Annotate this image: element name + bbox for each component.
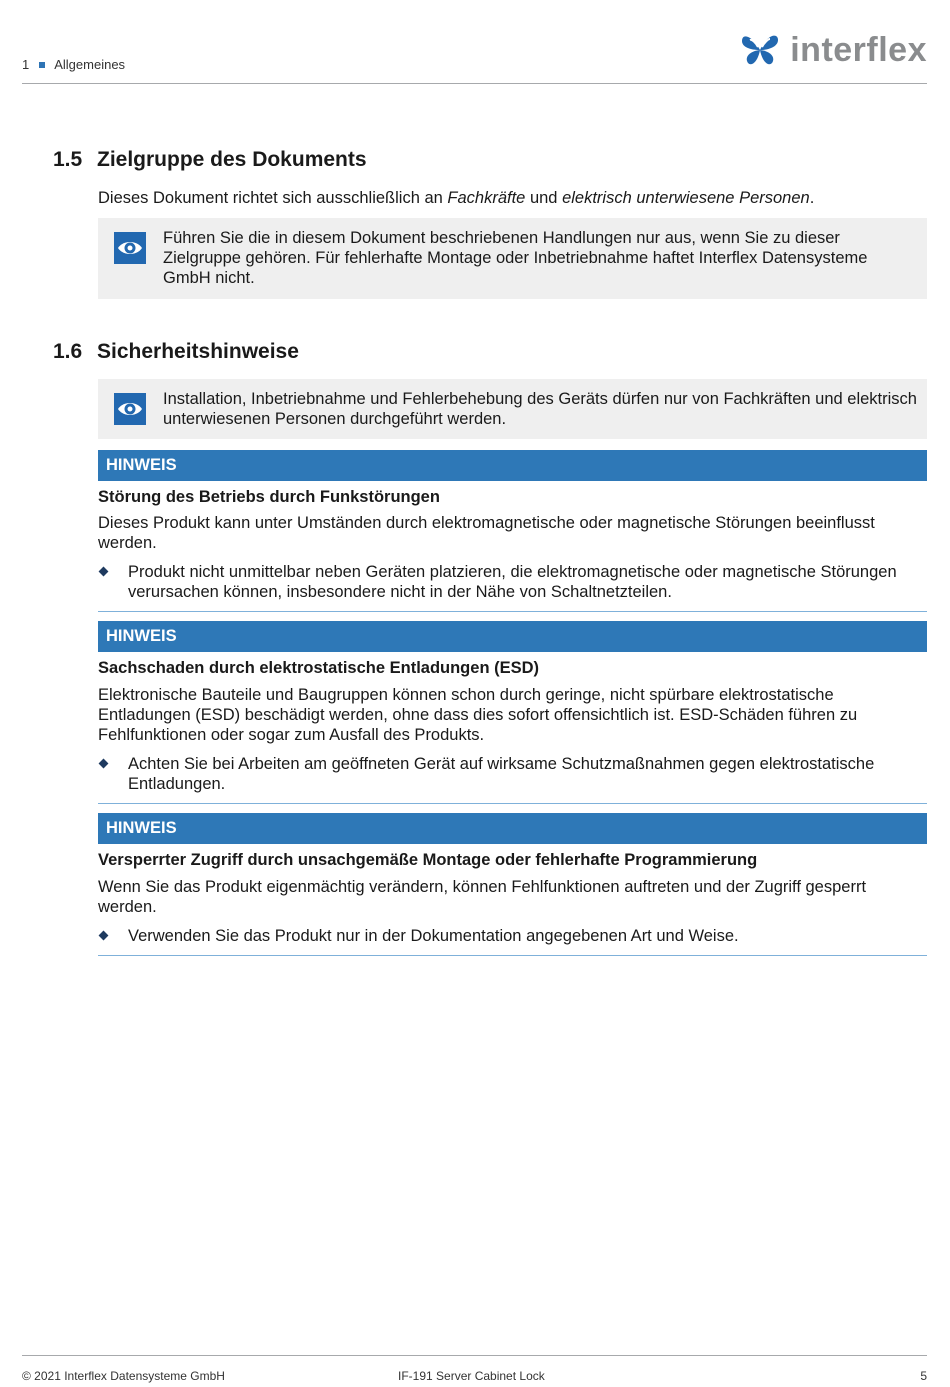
notice-text: Wenn Sie das Produkt eigenmächtig verändern, können Fehlfunktionen auftreten und der Zugriff gesperrt werden. xyxy=(98,878,867,916)
intro-emphasis-fachkraefte: Fachkräfte xyxy=(447,189,526,207)
section-number: 1.5 xyxy=(53,148,83,171)
info-text: Führen Sie die in diesem Dokument beschriebenen Handlungen nur aus, wenn Sie zu dieser Zielgruppe gehören. Für fehlerhafte Montage oder Inbetriebnahme haftet Interflex Datensysteme GmbH nicht. xyxy=(163,229,868,287)
square-bullet-icon xyxy=(39,62,45,68)
logo-wordmark: interflex xyxy=(790,30,927,69)
section-heading-1-5 xyxy=(53,148,367,172)
eye-icon xyxy=(114,393,146,425)
chapter-indicator xyxy=(22,57,125,72)
butterfly-logo-icon xyxy=(738,29,782,71)
notice-header xyxy=(98,813,927,844)
interflex-logo xyxy=(738,28,927,72)
intro-text: und xyxy=(525,189,563,207)
notice-label: HINWEIS xyxy=(106,456,177,474)
eye-icon xyxy=(114,232,146,264)
section-number: 1.6 xyxy=(53,340,83,363)
diamond-bullet-icon xyxy=(99,931,109,941)
chapter-title: Allgemeines xyxy=(54,57,126,72)
page-header xyxy=(22,28,927,84)
info-box xyxy=(98,218,927,299)
diamond-bullet-icon xyxy=(99,567,109,577)
section-title: Sicherheitshinweise xyxy=(97,340,299,363)
notice-title: Sachschaden durch elektrostatische Entladungen (ESD) xyxy=(98,659,540,677)
list-item-text: Achten Sie bei Arbeiten am geöffneten Gerät auf wirksame Schutzmaßnahmen gegen elektrostatische Entladungen. xyxy=(128,755,875,793)
list-item xyxy=(98,926,927,946)
list-item xyxy=(98,562,927,602)
notice-title: Störung des Betriebs durch Funkstörungen xyxy=(98,488,440,506)
section-heading-1-6 xyxy=(53,340,299,364)
page-footer xyxy=(22,1355,927,1383)
intro-emphasis-personen: elektrisch unterwiesene Personen xyxy=(562,189,810,207)
chapter-number: 1 xyxy=(22,57,30,72)
notice-label: HINWEIS xyxy=(106,627,177,645)
notice-header xyxy=(98,450,927,481)
notice-divider xyxy=(98,803,927,804)
notice-title: Versperrter Zugriff durch unsachgemäße Montage oder fehlerhafte Programmierung xyxy=(98,851,758,869)
notice-header xyxy=(98,621,927,652)
list-item xyxy=(98,754,927,794)
list-item-text: Verwenden Sie das Produkt nur in der Dokumentation angegebenen Art und Weise. xyxy=(128,927,739,945)
section-title: Zielgruppe des Dokuments xyxy=(97,148,367,171)
notice-text: Elektronische Bauteile und Baugruppen können schon durch geringe, nicht spürbare elektrostatische Entladungen (ESD) beschädigt werden, ohne dass dies sofort offensichtlich ist. ESD-Schäden führen zu Fehlfunktionen oder sogar zum Ausfall des Produkts. xyxy=(98,686,858,744)
notice-divider xyxy=(98,611,927,612)
notice-text: Dieses Produkt kann unter Umständen durch elektromagnetische oder magnetische Störungen beeinflusst werden. xyxy=(98,514,875,552)
footer-copyright: © 2021 Interflex Datensysteme GmbH xyxy=(22,1369,225,1383)
list-item-text: Produkt nicht unmittelbar neben Geräten platzieren, die elektromagnetische oder magnetische Störungen verursachen können, insbesondere nicht in der Nähe von Schaltnetzteilen. xyxy=(128,563,897,601)
notice-divider xyxy=(98,955,927,956)
notice-label: HINWEIS xyxy=(106,819,177,837)
intro-text: Dieses Dokument richtet sich ausschließlich an xyxy=(98,189,448,207)
info-box xyxy=(98,379,927,439)
diamond-bullet-icon xyxy=(99,759,109,769)
footer-product: IF-191 Server Cabinet Lock xyxy=(398,1369,545,1383)
info-text: Installation, Inbetriebnahme und Fehlerbehebung des Geräts dürfen nur von Fachkräften und elektrisch unterwiesenen Personen durchgeführt werden. xyxy=(163,390,917,428)
footer-page-number: 5 xyxy=(920,1369,927,1383)
intro-text: . xyxy=(809,189,815,207)
section-intro xyxy=(98,188,927,208)
